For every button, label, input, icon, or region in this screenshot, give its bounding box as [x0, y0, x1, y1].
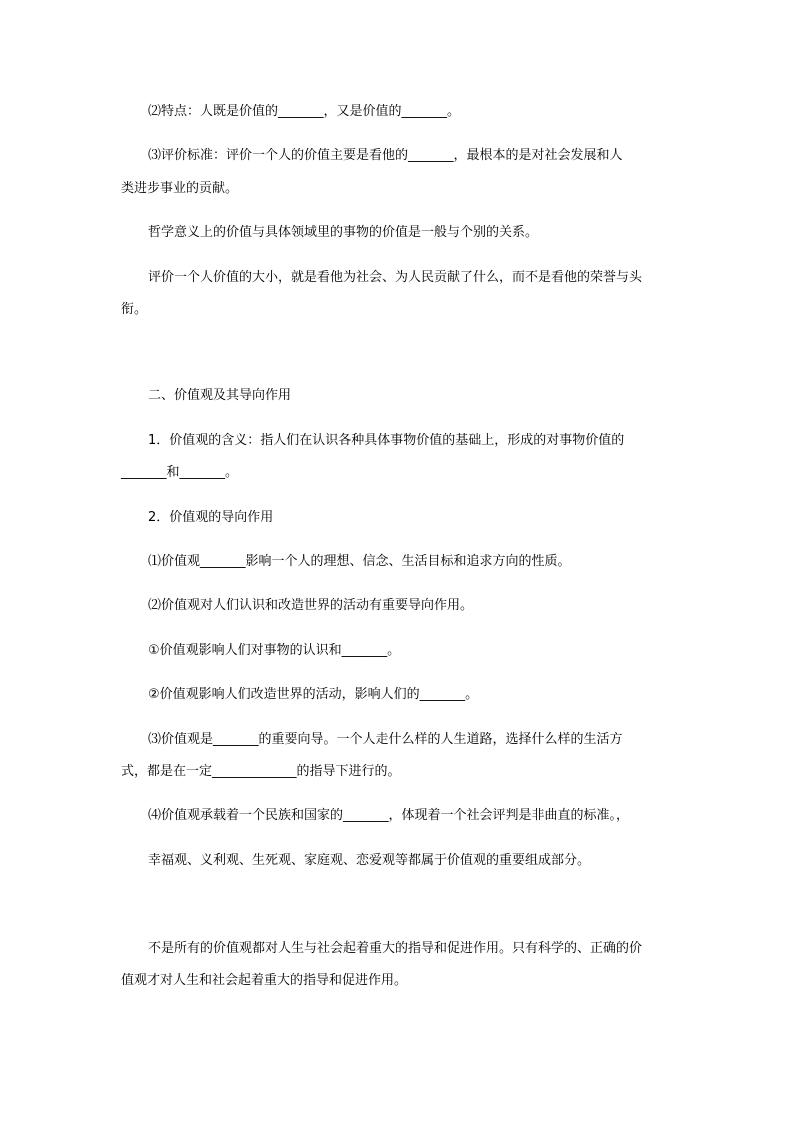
text-line-18: 幸福观、义利观、生死观、家庭观、恋爱观等都属于价值观的重要组成部分。 — [148, 853, 591, 868]
text-line-13: ①价值观影响人们对事物的认识和_______。 — [148, 643, 401, 658]
text-line-6: 衔。 — [121, 302, 148, 317]
text-line-4: 哲学意义上的价值与具体领域里的事物的价值是一般与个别的关系。 — [148, 225, 539, 240]
text-line-12: ⑵价值观对人们认识和改造世界的活动有重要导向作用。 — [148, 598, 474, 613]
text-line-1: ⑵特点：人既是价值的_______，又是价值的_______。 — [148, 104, 461, 119]
text-line-20: 值观才对人生和社会起着重大的指导和促进作用。 — [121, 973, 408, 988]
text-line-3: 类进步事业的贡献。 — [121, 181, 239, 196]
text-line-10: 2．价值观的导向作用 — [148, 510, 274, 525]
section-heading: 二、价值观及其导向作用 — [148, 388, 292, 403]
text-line-19: 不是所有的价值观都对人生与社会起着重大的指导和促进作用。只有科学的、正确的价 — [148, 941, 643, 956]
text-line-2: ⑶评价标准：评价一个人的价值主要是看他的_______，最根本的是对社会发展和人 — [148, 148, 623, 163]
text-line-15: ⑶价值观是_______的重要向导。一个人走什么样的人生道路，选择什么样的生活方 — [148, 732, 623, 747]
text-line-16: 式，都是在一定_____________的指导下进行的。 — [121, 764, 401, 779]
text-line-14: ②价值观影响人们改造世界的活动，影响人们的_______。 — [148, 687, 479, 702]
text-line-8: 1．价值观的含义：指人们在认识各种具体事物价值的基础上，形成的对事物价值的 — [148, 433, 625, 448]
text-line-5: 评价一个人价值的大小，就是看他为社会、为人民贡献了什么，而不是看他的荣誉与头 — [148, 270, 643, 285]
text-line-17: ⑷价值观承载着一个民族和国家的_______，体现着一个社会评判是非曲直的标准。， — [148, 808, 630, 823]
text-line-9: _______和_______。 — [121, 465, 239, 480]
text-line-11: ⑴价值观_______影响一个人的理想、信念、生活目标和追求方向的性质。 — [148, 554, 571, 569]
